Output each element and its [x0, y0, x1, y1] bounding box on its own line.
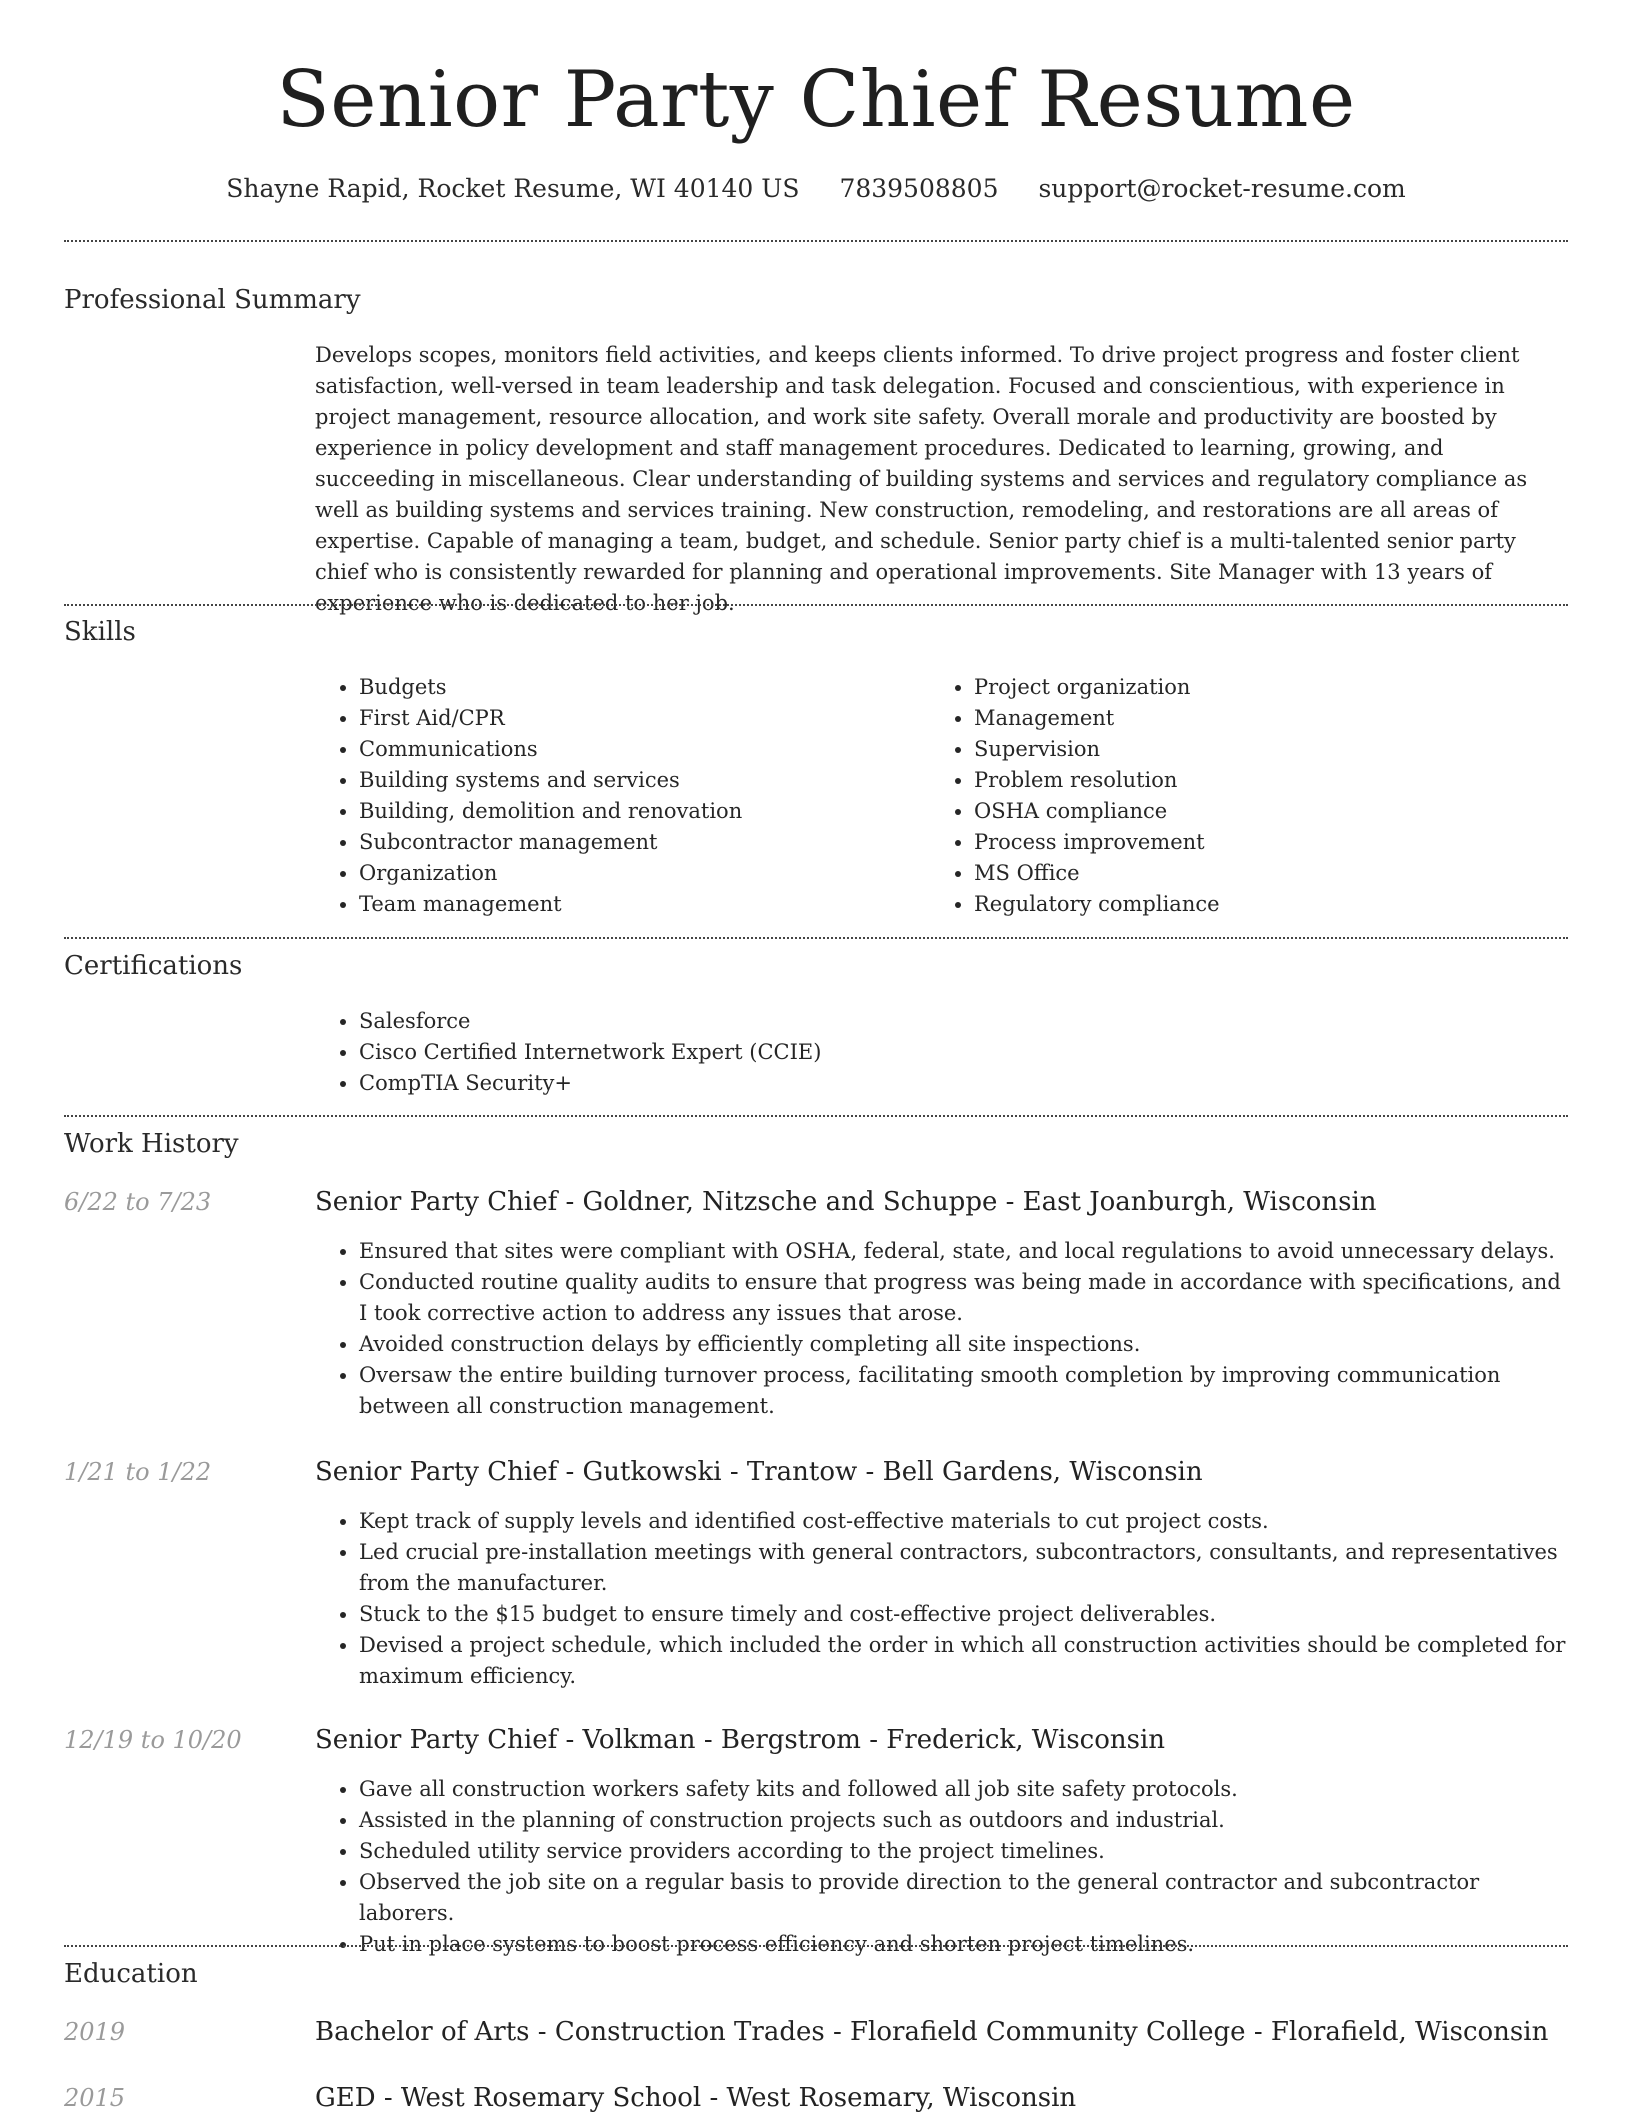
skill-item: • Management [974, 703, 1550, 734]
summary-text: Develops scopes, monitors field activities, and keeps clients informed. To drive project progress and foster client satisfaction, well-versed in team leadership and task delegation. Focused and conscientious, with experience in project management, resource allocation, and work site safety. Overall morale and productivity are boosted by experience in policy development and staff management procedures. Dedicated to learning, growing, and succeeding in miscellaneous. Clear understanding of building systems and services and regulatory compliance as well as building systems and services training. New construction, remodeling, and restorations are all areas of expertise. Capable of managing a team, budget, and schedule. Senior party chief is a multi-talented senior party chief who is consistently rewarded for planning and operational improvements. Site Manager with 13 years of experience who is dedicated to her job. [315, 343, 1528, 615]
section-heading-skills: Skills [64, 617, 136, 647]
skill-item: • Building, demolition and renovation [359, 796, 915, 827]
contact-address: Shayne Rapid, Rocket Resume, WI 40140 US [226, 174, 800, 203]
skill-item: • Process improvement [974, 827, 1550, 858]
job-dates: 1/21 to 1/22 [64, 1458, 212, 1486]
job-bullet: • Avoided construction delays by efficiently completing all site inspections. [359, 1329, 1568, 1360]
job-bullet: • Gave all construction workers safety kits and followed all job site safety protocols. [359, 1774, 1568, 1805]
skill-item: • Budgets [359, 672, 915, 703]
skill-item: • Building systems and services [359, 765, 915, 796]
job-bullet: • Devised a project schedule, which included the order in which all construction activities should be completed for maximum efficiency. [359, 1630, 1568, 1692]
divider [64, 1115, 1568, 1117]
skill-item: • Problem resolution [974, 765, 1550, 796]
skill-item: • OSHA compliance [974, 796, 1550, 827]
job-bullet: • Conducted routine quality audits to ensure that progress was being made in accordance with specifications, and I took corrective action to address any issues that arose. [359, 1267, 1568, 1329]
job-title: Senior Party Chief - Volkman - Bergstrom - Frederick, Wisconsin [315, 1725, 1166, 1755]
job-bullet: • Assisted in the planning of construction projects such as outdoors and industrial. [359, 1805, 1568, 1836]
skill-item: • Regulatory compliance [974, 889, 1550, 920]
job-bullet: • Ensured that sites were compliant with OSHA, federal, state, and local regulations to avoid unnecessary delays. [359, 1236, 1568, 1267]
divider [64, 937, 1568, 939]
job-bullets [315, 1236, 1568, 1422]
job-title: Senior Party Chief - Gutkowski - Trantow - Bell Gardens, Wisconsin [315, 1457, 1203, 1487]
section-heading-summary: Professional Summary [64, 285, 361, 315]
section-heading-certifications: Certifications [64, 951, 243, 981]
certification-item: • CompTIA Security+ [359, 1068, 1568, 1099]
job-bullet: • Observed the job site on a regular basis to provide direction to the general contractor and subcontractor laborers. [359, 1867, 1568, 1929]
page-title: Senior Party Chief Resume [276, 55, 1356, 145]
certification-item: • Cisco Certified Internetwork Expert (CCIE) [359, 1037, 1568, 1068]
skills-left-column [315, 672, 915, 920]
job-bullet: • Led crucial pre-installation meetings with general contractors, subcontractors, consultants, and representatives from the manufacturer. [359, 1537, 1568, 1599]
skill-item: • Team management [359, 889, 915, 920]
skill-item: • Supervision [974, 734, 1550, 765]
education-title: Bachelor of Arts - Construction Trades - Florafield Community College - Florafield, Wisconsin [315, 2017, 1549, 2047]
skill-item: • Organization [359, 858, 915, 889]
skill-item: • First Aid/CPR [359, 703, 915, 734]
education-title: GED - West Rosemary School - West Rosemary, Wisconsin [315, 2083, 1077, 2113]
divider [64, 1945, 1568, 1947]
section-heading-work-history: Work History [64, 1129, 239, 1159]
job-bullet: • Kept track of supply levels and identified cost-effective materials to cut project costs. [359, 1506, 1568, 1537]
job-bullet: • Put in place systems to boost process efficiency and shorten project timelines. [359, 1929, 1568, 1960]
education-year: 2019 [64, 2018, 126, 2046]
certifications-block [315, 1006, 1568, 1099]
job-dates: 12/19 to 10/20 [64, 1726, 242, 1754]
job-title: Senior Party Chief - Goldner, Nitzsche and Schuppe - East Joanburgh, Wisconsin [315, 1187, 1377, 1217]
skill-item: • Project organization [974, 672, 1550, 703]
job-bullets [315, 1506, 1568, 1692]
job-bullet: • Stuck to the $15 budget to ensure timely and cost-effective project deliverables. [359, 1599, 1568, 1630]
contact-line [0, 172, 1632, 206]
contact-email: support@rocket-resume.com [1038, 174, 1406, 203]
divider [64, 604, 1568, 606]
job-bullets [315, 1774, 1568, 1960]
contact-phone: 7839508805 [839, 174, 999, 203]
certification-item: • Salesforce [359, 1006, 1568, 1037]
job-dates: 6/22 to 7/23 [64, 1188, 212, 1216]
job-bullet: • Scheduled utility service providers according to the project timelines. [359, 1836, 1568, 1867]
job-bullet: • Oversaw the entire building turnover process, facilitating smooth completion by improving communication between all construction management. [359, 1360, 1568, 1422]
summary-block [315, 340, 1568, 619]
skill-item: • Subcontractor management [359, 827, 915, 858]
skills-right-column [930, 672, 1550, 920]
section-heading-education: Education [64, 1959, 198, 1989]
skill-item: • MS Office [974, 858, 1550, 889]
education-year: 2015 [64, 2084, 126, 2112]
divider [64, 240, 1568, 242]
skill-item: • Communications [359, 734, 915, 765]
